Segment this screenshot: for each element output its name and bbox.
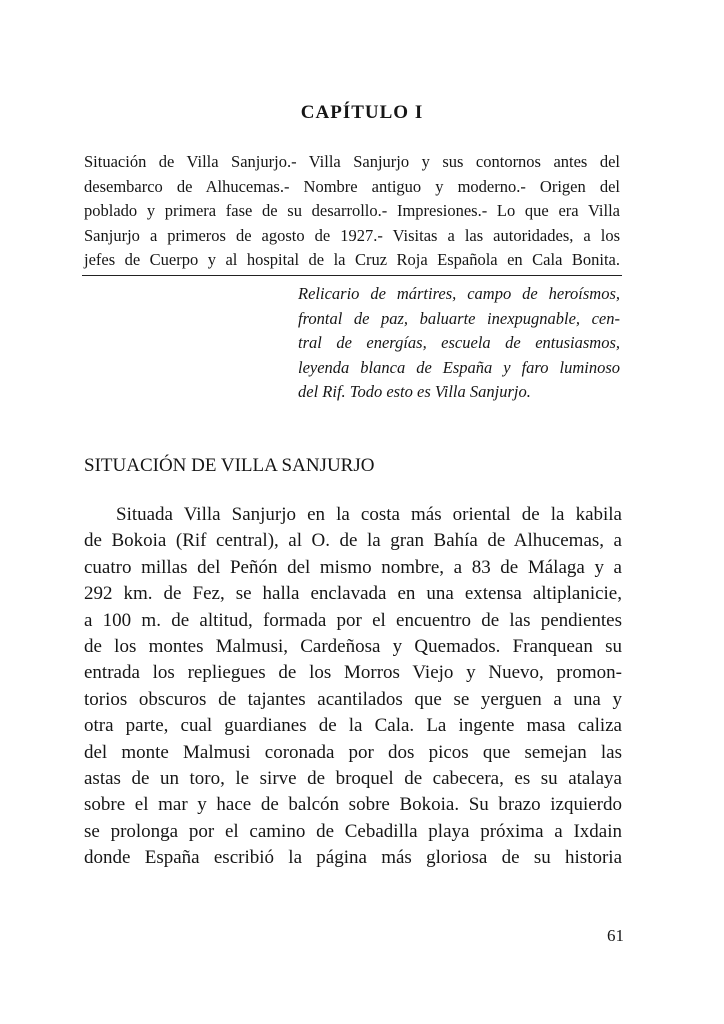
summary-divider [82,275,622,276]
body-paragraph [84,502,622,872]
epigraph [298,282,620,405]
body-line: torios obscuros de tajantes acantilados que se yerguen a una y [84,688,622,710]
page-number: 61 [607,926,624,945]
body-line: de Bokoia (Rif central), al O. de la gran Bahía de Alhucemas, a [84,530,622,552]
body-line: entrada los repliegues de los Morros Viejo y Nuevo, promon- [84,662,622,684]
epigraph-line: Relicario de mártires, campo de heroísmos, [298,284,620,303]
summary-line: desembarco de Alhucemas.- Nombre antiguo y moderno.- Origen del [84,176,620,196]
epigraph-line: tral de energías, escuela de entusiasmos, [298,333,620,352]
body-line: donde España escribió la página más gloriosa de su historia [84,847,622,869]
summary-line: Situación de Villa Sanjurjo.- Villa Sanjurjo y sus contornos antes del [84,152,620,171]
body-line: se prolonga por el camino de Cebadilla playa próxima a Ixdain [84,820,622,842]
body-line: cuatro millas del Peñón del mismo nombre, a 83 de Málaga y a [84,556,622,578]
body-line: sobre el mar y hace de balcón sobre Bokoia. Su brazo izquierdo [84,794,622,816]
body-line: otra parte, cual guardianes de la Cala. La ingente masa caliza [84,715,622,737]
epigraph-line: leyenda blanca de España y faro luminoso [298,357,620,377]
chapter-summary [84,150,620,273]
summary-line: poblado y primera fase de su desarrollo.- Impresiones.- Lo que era Villa [84,201,620,220]
body-line: del monte Malmusi coronada por dos picos que semejan las [84,741,622,763]
summary-line: jefes de Cuerpo y al hospital de la Cruz Roja Española en Cala Bonita. [84,250,620,269]
epigraph-line: frontal de paz, baluarte inexpugnable, cen- [298,308,620,328]
body-line: 292 km. de Fez, se halla enclavada en una extensa altiplanicie, [84,583,622,605]
body-line: Situada Villa Sanjurjo en la costa más oriental de la kabila [116,504,622,525]
summary-line: Sanjurjo a primeros de agosto de 1927.- Visitas a las autoridades, a los [84,225,620,245]
body-line: a 100 m. de altitud, formada por el encuentro de las pendientes [84,609,622,631]
body-line: de los montes Malmusi, Cardeñosa y Quemados. Franquean su [84,636,622,658]
section-heading: SITUACIÓN DE VILLA SANJURJO [84,455,375,476]
epigraph-line: del Rif. Todo esto es Villa Sanjurjo. [298,382,531,401]
body-line: astas de un toro, le sirve de broquel de cabecera, es su atalaya [84,768,622,790]
chapter-title: CAPÍTULO I [300,102,424,123]
